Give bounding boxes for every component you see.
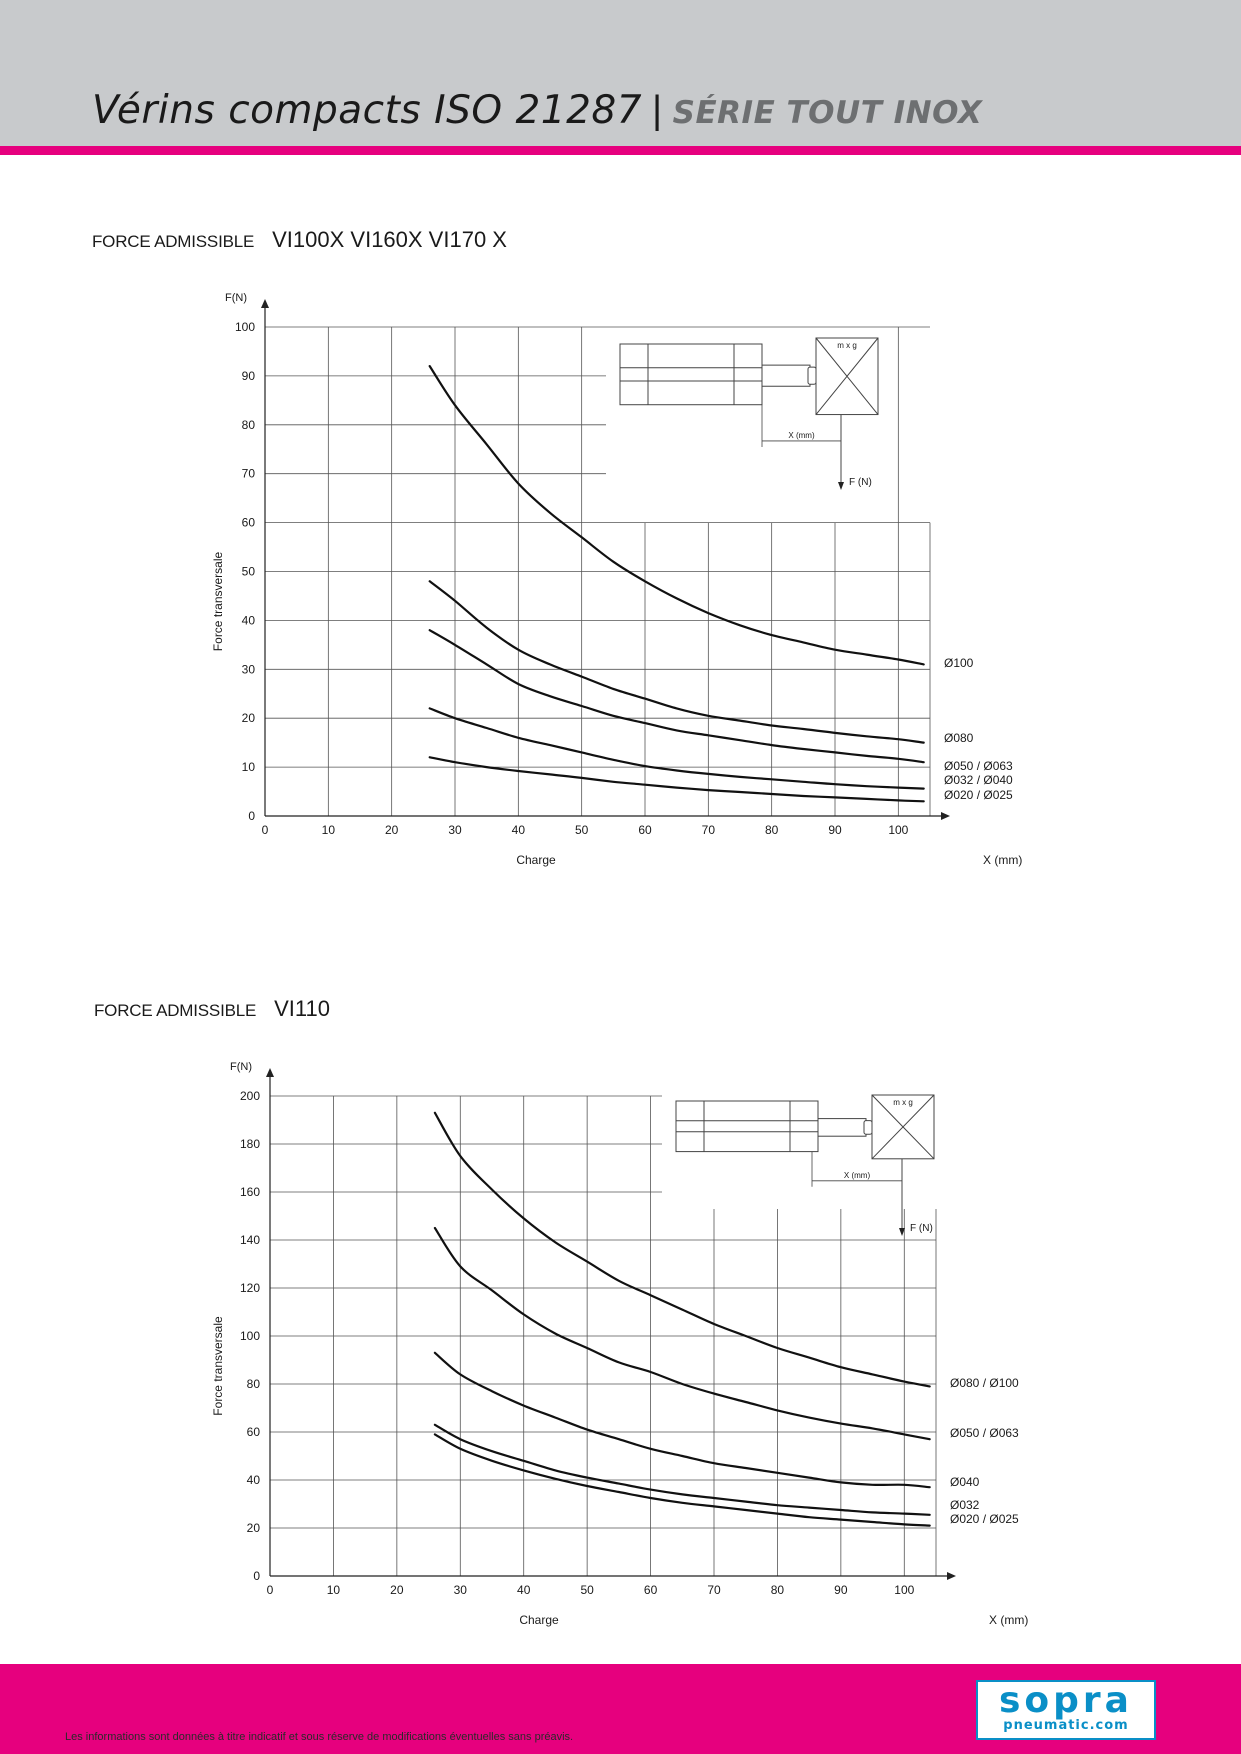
chart2-y-tick-label: 140	[239, 1233, 260, 1247]
chart1-y-axis-label: Force transversale	[211, 551, 225, 652]
chart1-cylinder-body	[620, 344, 762, 405]
chart1-x-tick-label: 60	[638, 823, 652, 837]
chart2-grid	[270, 1096, 936, 1576]
chart2-x-tick-label: 90	[834, 1583, 848, 1597]
chart1-y-tick-label: 40	[241, 613, 255, 628]
chart2-series-line	[435, 1425, 930, 1515]
chart2-x-tick-label: 0	[266, 1583, 274, 1597]
chart2-x-tick-label: 20	[390, 1583, 404, 1597]
section-1-models: VI100X VI160X VI170 X	[272, 227, 507, 252]
chart2-inset-load-label: m x g	[893, 1098, 913, 1107]
chart1-x-tick-label: 50	[574, 823, 589, 837]
chart1-series-line	[430, 630, 924, 762]
chart1-x-axis-arrow	[941, 812, 950, 820]
chart1-series-label: Ø100	[944, 656, 974, 670]
chart1-series-label: Ø020 / Ø025	[944, 788, 1013, 802]
title-main: Vérins compacts ISO 21287	[92, 88, 643, 133]
chart1-x-tick-label: 10	[321, 823, 336, 837]
chart2-series-label: Ø080 / Ø100	[950, 1376, 1019, 1390]
chart1-inset-x-label: X (mm)	[788, 430, 815, 440]
chart2-x-tick-label: 10	[326, 1583, 341, 1597]
chart2-series-label: Ø020 / Ø025	[950, 1512, 1019, 1526]
document-title	[92, 88, 982, 133]
chart1-x-unit-label: X (mm)	[983, 853, 1023, 867]
chart1-x-tick-label: 90	[828, 823, 842, 837]
chart2-y-tick-label: 160	[239, 1185, 260, 1199]
chart1-y-tick-label: 100	[234, 320, 255, 334]
chart2-x-tick-label: 30	[453, 1583, 467, 1597]
section-2-label: FORCE ADMISSIBLE	[94, 1001, 257, 1020]
chart2-x-tick-label: 50	[580, 1583, 594, 1597]
section-2-models: VI110	[274, 996, 330, 1021]
title-separator: |	[652, 89, 663, 132]
chart2-y-tick-label: 20	[246, 1521, 260, 1535]
chart2-x-tick-label: 70	[707, 1583, 721, 1597]
chart2-series-label: Ø050 / Ø063	[950, 1426, 1019, 1440]
chart2-cylinder-body	[676, 1101, 818, 1152]
chart2-y-tick-label: 60	[246, 1425, 260, 1439]
chart2-y-tick-label: 100	[239, 1329, 260, 1343]
chart2-x-tick-label: 60	[643, 1583, 658, 1597]
chart2-y-tick-label: 40	[246, 1473, 260, 1487]
chart2-y-axis-label: Force transversale	[211, 1316, 225, 1416]
chart1-x-tick-label: 80	[764, 823, 779, 837]
chart1-piston-rod	[762, 365, 810, 386]
footer-disclaimer: Les informations sont données à titre indicatif et sous réserve de modifications éventuelles sans préavis.	[65, 1731, 574, 1743]
chart2-series-label: Ø040	[950, 1475, 980, 1489]
chart1-y-tick-label: 70	[241, 466, 255, 481]
section-2-title	[94, 995, 330, 1023]
chart1-x-tick-label: 0	[261, 823, 269, 837]
force-chart-1	[0, 290, 1241, 890]
chart2-piston-rod	[818, 1119, 866, 1137]
chart1-x-tick-label: 40	[511, 823, 526, 837]
chart1-inset-force-label: F (N)	[849, 477, 872, 488]
chart2-inset-diagram	[676, 1095, 934, 1236]
chart2-x-axis-label: Charge	[519, 1613, 559, 1627]
chart1-y-tick-label: 80	[241, 417, 255, 432]
chart1-y-unit-label: F(N)	[225, 292, 247, 304]
sopra-logo	[976, 1680, 1156, 1740]
chart1-y-tick-label: 20	[241, 711, 255, 726]
chart1-x-tick-label: 20	[384, 823, 399, 837]
chart2-x-axis-arrow	[947, 1572, 956, 1580]
chart2-y-axis-arrow	[266, 1068, 274, 1077]
section-1-title	[92, 226, 507, 254]
chart2-y-tick-label: 80	[246, 1377, 260, 1391]
chart1-inset-load-label: m x g	[837, 341, 857, 350]
chart1-series-label: Ø080	[944, 731, 974, 745]
title-series: SÉRIE TOUT INOX	[672, 95, 983, 131]
chart1-y-tick-label: 30	[241, 662, 255, 677]
chart1-series-label: Ø050 / Ø063	[944, 759, 1013, 773]
chart2-inset-force-label: F (N)	[910, 1223, 933, 1234]
chart2-inset-x-label: X (mm)	[843, 1170, 871, 1180]
chart1-x-tick-label: 30	[448, 823, 462, 837]
chart1-x-tick-label: 70	[701, 823, 716, 837]
chart2-series-line	[435, 1113, 930, 1387]
chart1-inset-diagram	[620, 338, 878, 490]
chart1-inset-force-arrowhead	[838, 482, 844, 490]
chart2-y-tick-label: 120	[239, 1281, 260, 1295]
chart1-series-line	[430, 708, 924, 788]
chart1-series-label: Ø032 / Ø040	[944, 773, 1013, 787]
chart1-y-tick-label: 90	[241, 368, 255, 383]
logo-wordmark: sopra	[999, 1680, 1133, 1721]
chart1-series-line	[430, 757, 924, 801]
chart1-x-tick-label: 100	[888, 823, 909, 837]
chart2-rod-end	[864, 1121, 872, 1135]
chart2-series-line	[435, 1228, 930, 1439]
chart1-rod-end	[808, 367, 816, 384]
force-chart-2	[0, 1055, 1241, 1645]
chart1-y-tick-label: 60	[241, 515, 255, 530]
header-accent-rule	[0, 146, 1241, 155]
chart2-x-tick-label: 40	[517, 1583, 531, 1597]
logo-url: pneumatic.com	[1003, 1718, 1129, 1733]
chart1-y-tick-label: 0	[248, 809, 255, 823]
chart2-x-unit-label: X (mm)	[989, 1613, 1029, 1627]
section-1-label: FORCE ADMISSIBLE	[92, 232, 255, 251]
chart2-x-tick-label: 80	[770, 1583, 785, 1597]
chart2-y-unit-label: F(N)	[230, 1061, 252, 1073]
chart1-y-axis-arrow	[261, 299, 269, 308]
chart1-y-tick-label: 50	[241, 564, 255, 579]
chart2-series-label: Ø032	[950, 1498, 980, 1512]
chart1-x-axis-label: Charge	[516, 853, 556, 867]
chart2-y-tick-label: 180	[239, 1137, 260, 1151]
chart1-y-tick-label: 10	[241, 760, 255, 775]
chart2-x-tick-label: 100	[894, 1583, 915, 1597]
chart2-y-tick-label: 200	[239, 1089, 260, 1103]
chart2-y-tick-label: 0	[253, 1569, 260, 1583]
